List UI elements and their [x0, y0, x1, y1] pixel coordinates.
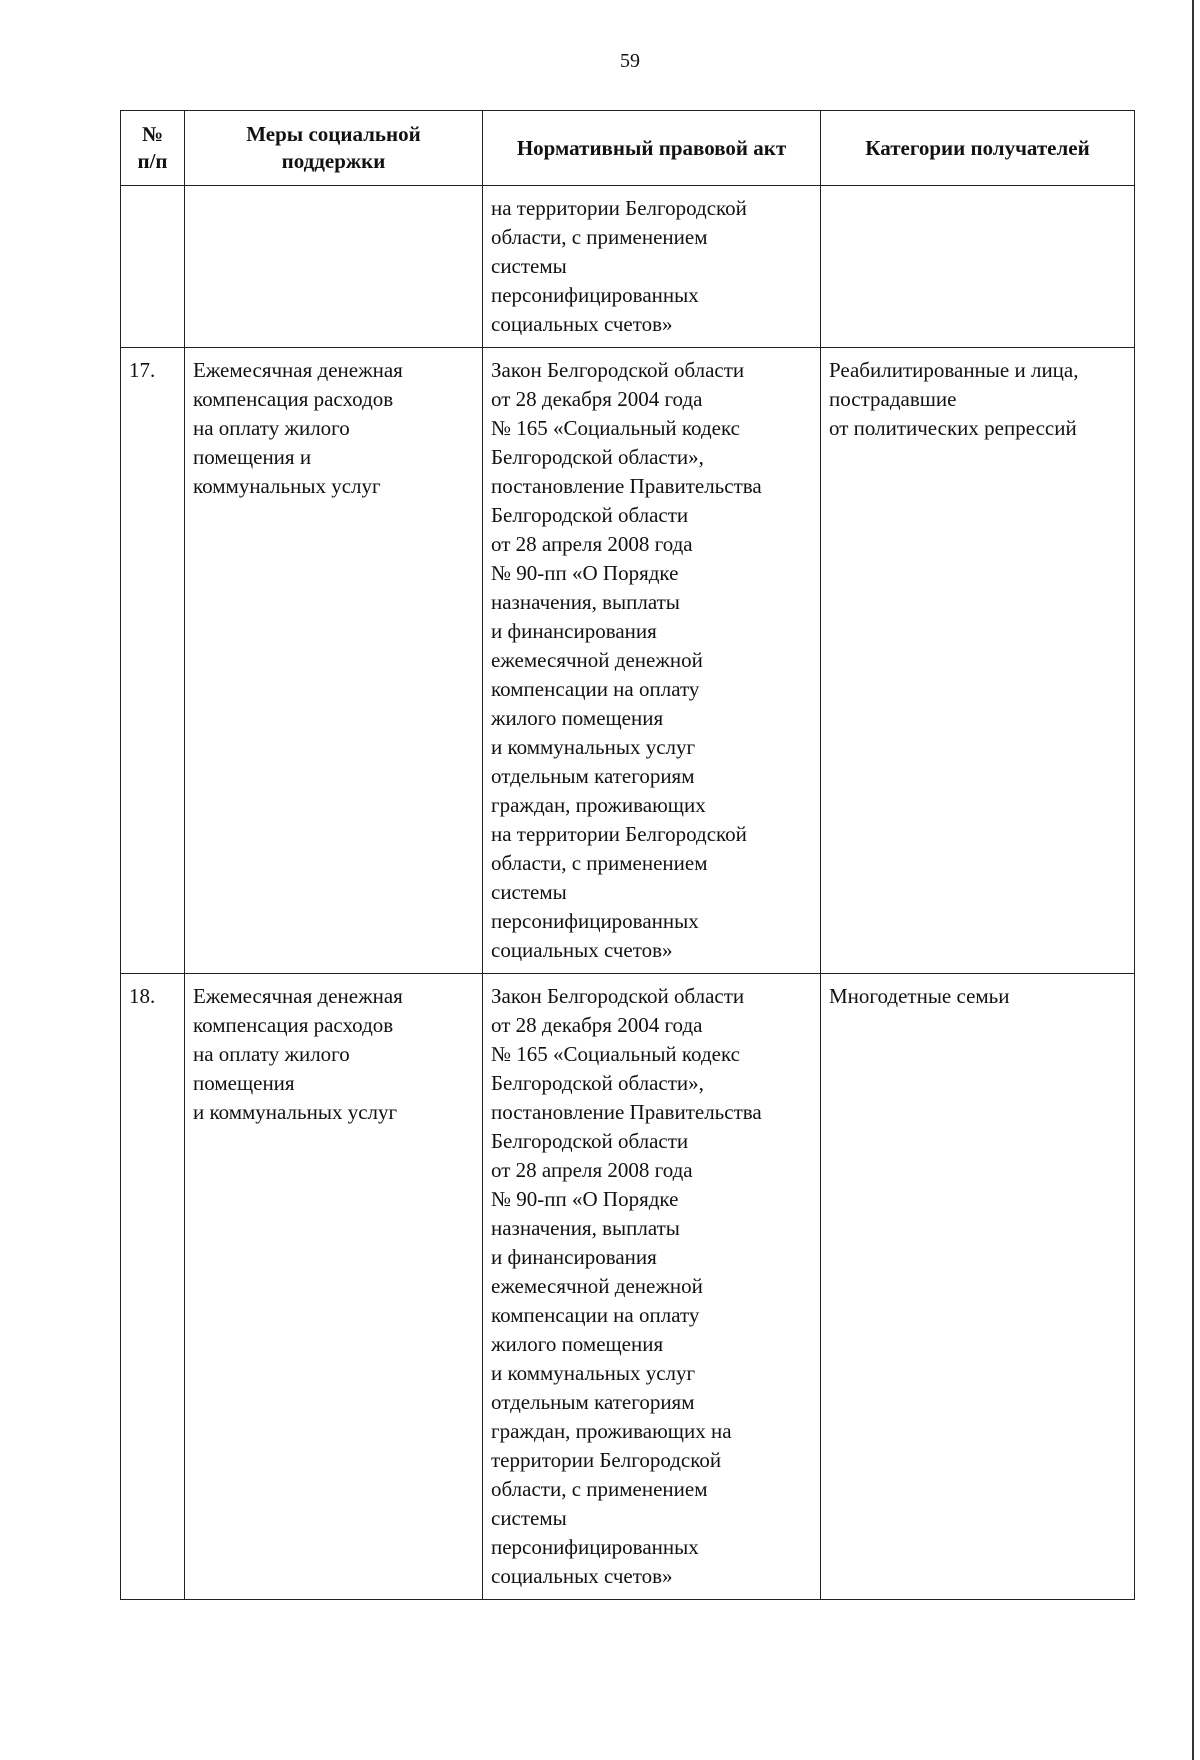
row-measure — [185, 186, 483, 348]
row-legal-act: Закон Белгородской области от 28 декабря 2004 года № 165 «Социальный кодекс Белгородской области», постановление Правительства Белгородской области от 28 апреля 2008 года № 90-пп «О Порядке назначения, выплаты и финансирования ежемесячной денежной компенсации на оплату жилого помещения и коммунальных услуг отдельным категориям граждан, проживающих на территории Белгородской области, с применением системы персонифицированных социальных счетов» — [483, 974, 821, 1600]
header-number: № п/п — [121, 111, 185, 186]
row-measure: Ежемесячная денежная компенсация расходов на оплату жилого помещения и коммунальных услуг — [185, 348, 483, 974]
table-row — [121, 974, 1135, 1600]
header-legal-act: Нормативный правовой акт — [483, 111, 821, 186]
row-legal-act: на территории Белгородской области, с применением системы персонифицированных социальных счетов» — [483, 186, 821, 348]
row-recipients: Реабилитированные и лица, пострадавшие от политических репрессий — [821, 348, 1135, 974]
social-support-table — [120, 110, 1135, 1600]
row-recipients: Многодетные семьи — [821, 974, 1135, 1600]
row-recipients — [821, 186, 1135, 348]
row-number: 17. — [121, 348, 185, 974]
table-row — [121, 348, 1135, 974]
page-number: 59 — [620, 50, 640, 72]
scan-edge-line — [1192, 0, 1194, 1760]
row-number: 18. — [121, 974, 185, 1600]
row-legal-act: Закон Белгородской области от 28 декабря 2004 года № 165 «Социальный кодекс Белгородской области», постановление Правительства Белгородской области от 28 апреля 2008 года № 90-пп «О Порядке назначения, выплаты и финансирования ежемесячной денежной компенсации на оплату жилого помещения и коммунальных услуг отдельным категориям граждан, проживающих на территории Белгородской области, с применением системы персонифицированных социальных счетов» — [483, 348, 821, 974]
row-measure: Ежемесячная денежная компенсация расходов на оплату жилого помещения и коммунальных услуг — [185, 974, 483, 1600]
header-measures: Меры социальной поддержки — [185, 111, 483, 186]
header-recipients: Категории получателей — [821, 111, 1135, 186]
row-number — [121, 186, 185, 348]
table-header-row — [121, 111, 1135, 186]
table-row — [121, 186, 1135, 348]
